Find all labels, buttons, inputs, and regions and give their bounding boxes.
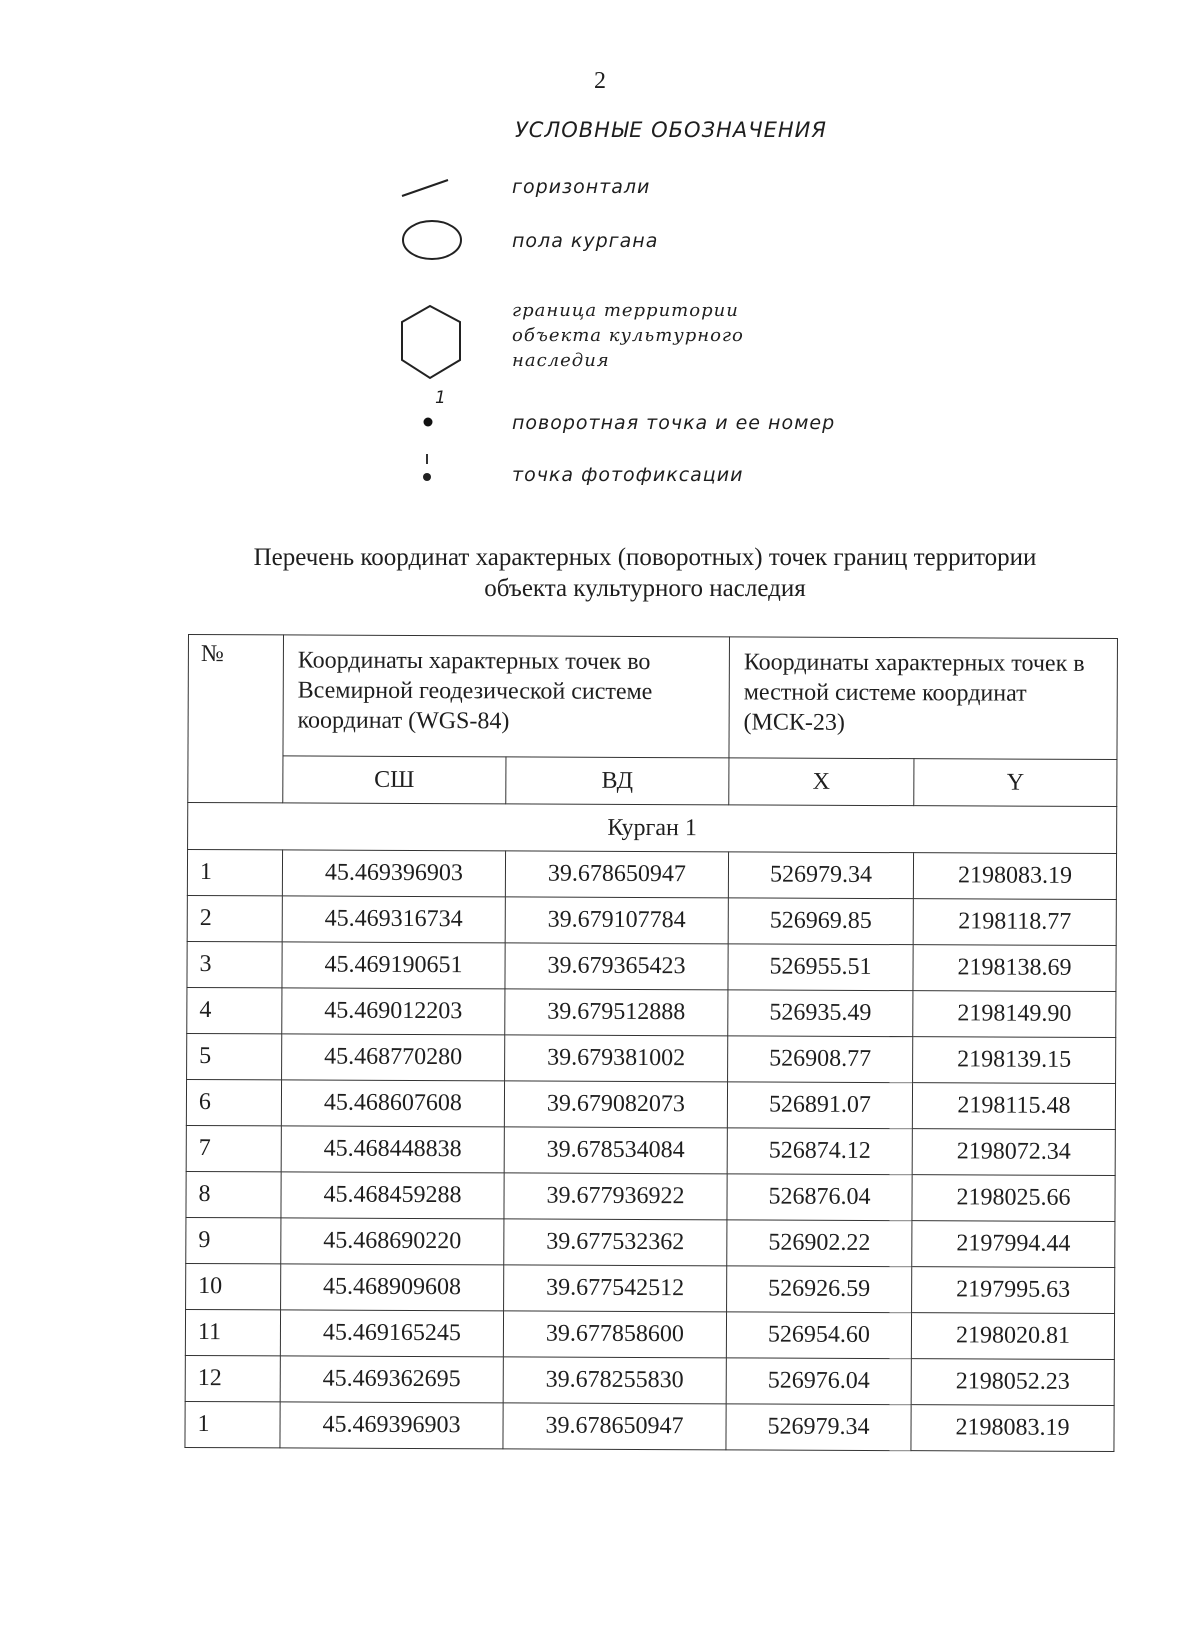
latitude-cell: 45.469396903 (280, 1402, 503, 1449)
photo-point-icon (400, 452, 440, 492)
legend-label-barrow-floor: пола кургана (512, 230, 659, 252)
x-cell: 526876.04 (727, 1174, 912, 1221)
header-number: № (188, 635, 284, 803)
longitude-cell: 39.677858600 (503, 1311, 726, 1358)
table-row (185, 1401, 1114, 1451)
longitude-cell: 39.678650947 (505, 851, 728, 898)
longitude-cell: 39.679512888 (505, 989, 728, 1036)
longitude-cell: 39.678650947 (503, 1403, 726, 1450)
y-cell: 2198072.34 (912, 1129, 1115, 1176)
latitude-cell: 45.469316734 (282, 896, 505, 943)
table-row (186, 1263, 1115, 1313)
latitude-cell: 45.469012203 (282, 988, 505, 1035)
longitude-cell: 39.677936922 (504, 1173, 727, 1220)
latitude-cell: 45.469362695 (280, 1356, 503, 1403)
point-number: 7 (186, 1125, 281, 1171)
header-y: Y (914, 759, 1117, 807)
ellipse-icon (400, 218, 470, 268)
longitude-cell: 39.678255830 (503, 1357, 726, 1404)
point-number: 6 (186, 1079, 281, 1125)
longitude-cell: 39.677532362 (504, 1219, 727, 1266)
point-number: 2 (187, 895, 282, 941)
table-row (187, 850, 1116, 900)
x-cell: 526955.51 (728, 944, 913, 991)
legend-item-photo-point (400, 452, 960, 492)
y-cell: 2198138.69 (913, 945, 1116, 992)
y-cell: 2198139.15 (913, 1037, 1116, 1084)
legend-label-contour: горизонтали (512, 176, 651, 198)
point-number: 1 (185, 1401, 280, 1447)
y-cell: 2198083.19 (913, 853, 1116, 900)
table-row (187, 895, 1116, 945)
coordinates-table (184, 634, 1118, 1452)
legend-label-turning-point: поворотная точка и ее номер (512, 412, 836, 434)
table-subheader-row (188, 756, 1117, 807)
latitude-cell: 45.469165245 (280, 1310, 503, 1357)
point-number: 10 (186, 1263, 281, 1309)
latitude-cell: 45.468690220 (281, 1218, 504, 1265)
table-header-row (188, 635, 1118, 760)
legend-item-contour (400, 170, 960, 210)
point-number: 4 (187, 987, 282, 1033)
x-cell: 526979.34 (726, 1404, 911, 1451)
legend-item-turning-point (400, 388, 960, 436)
caption-line-1: Перечень координат характерных (поворотных) точек границ территории (253, 544, 1037, 571)
header-wgs84: Координаты характерных точек во Всемирной геодезической системе координат (WGS-84) (283, 635, 730, 758)
latitude-cell: 45.468448838 (281, 1126, 504, 1173)
point-number: 8 (186, 1171, 281, 1217)
hexagon-icon (392, 302, 472, 384)
x-cell: 526935.49 (728, 990, 913, 1037)
y-cell: 2198149.90 (913, 991, 1116, 1038)
x-cell: 526976.04 (726, 1358, 911, 1405)
x-cell: 526908.77 (728, 1036, 913, 1083)
x-cell: 526902.22 (727, 1220, 912, 1267)
header-longitude: ВД (506, 757, 729, 805)
latitude-cell: 45.468770280 (281, 1034, 504, 1081)
y-cell: 2197995.63 (912, 1267, 1115, 1314)
longitude-cell: 39.677542512 (504, 1265, 727, 1312)
table-row (187, 1033, 1116, 1083)
latitude-cell: 45.468607608 (281, 1080, 504, 1127)
header-x: X (729, 758, 914, 806)
legend-title: УСЛОВНЫЕ ОБОЗНАЧЕНИЯ (515, 118, 827, 142)
table-row (185, 1355, 1114, 1405)
x-cell: 526954.60 (726, 1312, 911, 1359)
y-cell: 2197994.44 (912, 1221, 1115, 1268)
caption-line-2: объекта культурного наследия (484, 575, 806, 602)
point-number: 1 (187, 850, 282, 896)
section-row (188, 803, 1117, 854)
longitude-cell: 39.679365423 (505, 943, 728, 990)
point-number: 3 (187, 941, 282, 987)
table-row (186, 1217, 1115, 1267)
x-cell: 526891.07 (727, 1082, 912, 1129)
contour-line-icon (400, 172, 460, 202)
longitude-cell: 39.679381002 (505, 1035, 728, 1082)
table-caption (0, 542, 1200, 604)
legend-item-heritage-boundary (400, 302, 960, 384)
header-latitude: СШ (283, 756, 506, 804)
y-cell: 2198052.23 (911, 1359, 1114, 1406)
turning-point-icon (400, 388, 440, 436)
y-cell: 2198025.66 (912, 1175, 1115, 1222)
table-row (187, 987, 1116, 1037)
latitude-cell: 45.468909608 (280, 1264, 503, 1311)
table-row (186, 1125, 1115, 1175)
y-cell: 2198083.19 (911, 1405, 1114, 1452)
x-cell: 526926.59 (727, 1266, 912, 1313)
longitude-cell: 39.679082073 (504, 1081, 727, 1128)
latitude-cell: 45.469396903 (282, 850, 505, 897)
legend-label-heritage-boundary: граница территории объекта культурного наследия (512, 300, 744, 371)
turning-point-number: 1 (435, 388, 446, 408)
legend-label-photo-point: точка фотофиксации (512, 464, 744, 486)
point-number: 12 (185, 1355, 280, 1401)
point-number: 5 (187, 1033, 282, 1079)
table-row (185, 1309, 1114, 1359)
longitude-cell: 39.679107784 (505, 897, 728, 944)
longitude-cell: 39.678534084 (504, 1127, 727, 1174)
latitude-cell: 45.469190651 (282, 942, 505, 989)
table-row (187, 941, 1116, 991)
point-number: 11 (185, 1309, 280, 1355)
legend-item-barrow-floor (400, 218, 960, 268)
x-cell: 526874.12 (727, 1128, 912, 1175)
x-cell: 526979.34 (728, 852, 913, 899)
x-cell: 526969.85 (728, 898, 913, 945)
y-cell: 2198115.48 (912, 1083, 1115, 1130)
y-cell: 2198020.81 (911, 1313, 1114, 1360)
latitude-cell: 45.468459288 (281, 1172, 504, 1219)
y-cell: 2198118.77 (913, 899, 1116, 946)
table-row (186, 1079, 1115, 1129)
page-number: 2 (594, 68, 606, 94)
table-row (186, 1171, 1115, 1221)
point-number: 9 (186, 1217, 281, 1263)
header-msk23: Координаты характерных точек в местной системе координат (МСК-23) (729, 637, 1118, 760)
section-title: Курган 1 (188, 803, 1117, 854)
